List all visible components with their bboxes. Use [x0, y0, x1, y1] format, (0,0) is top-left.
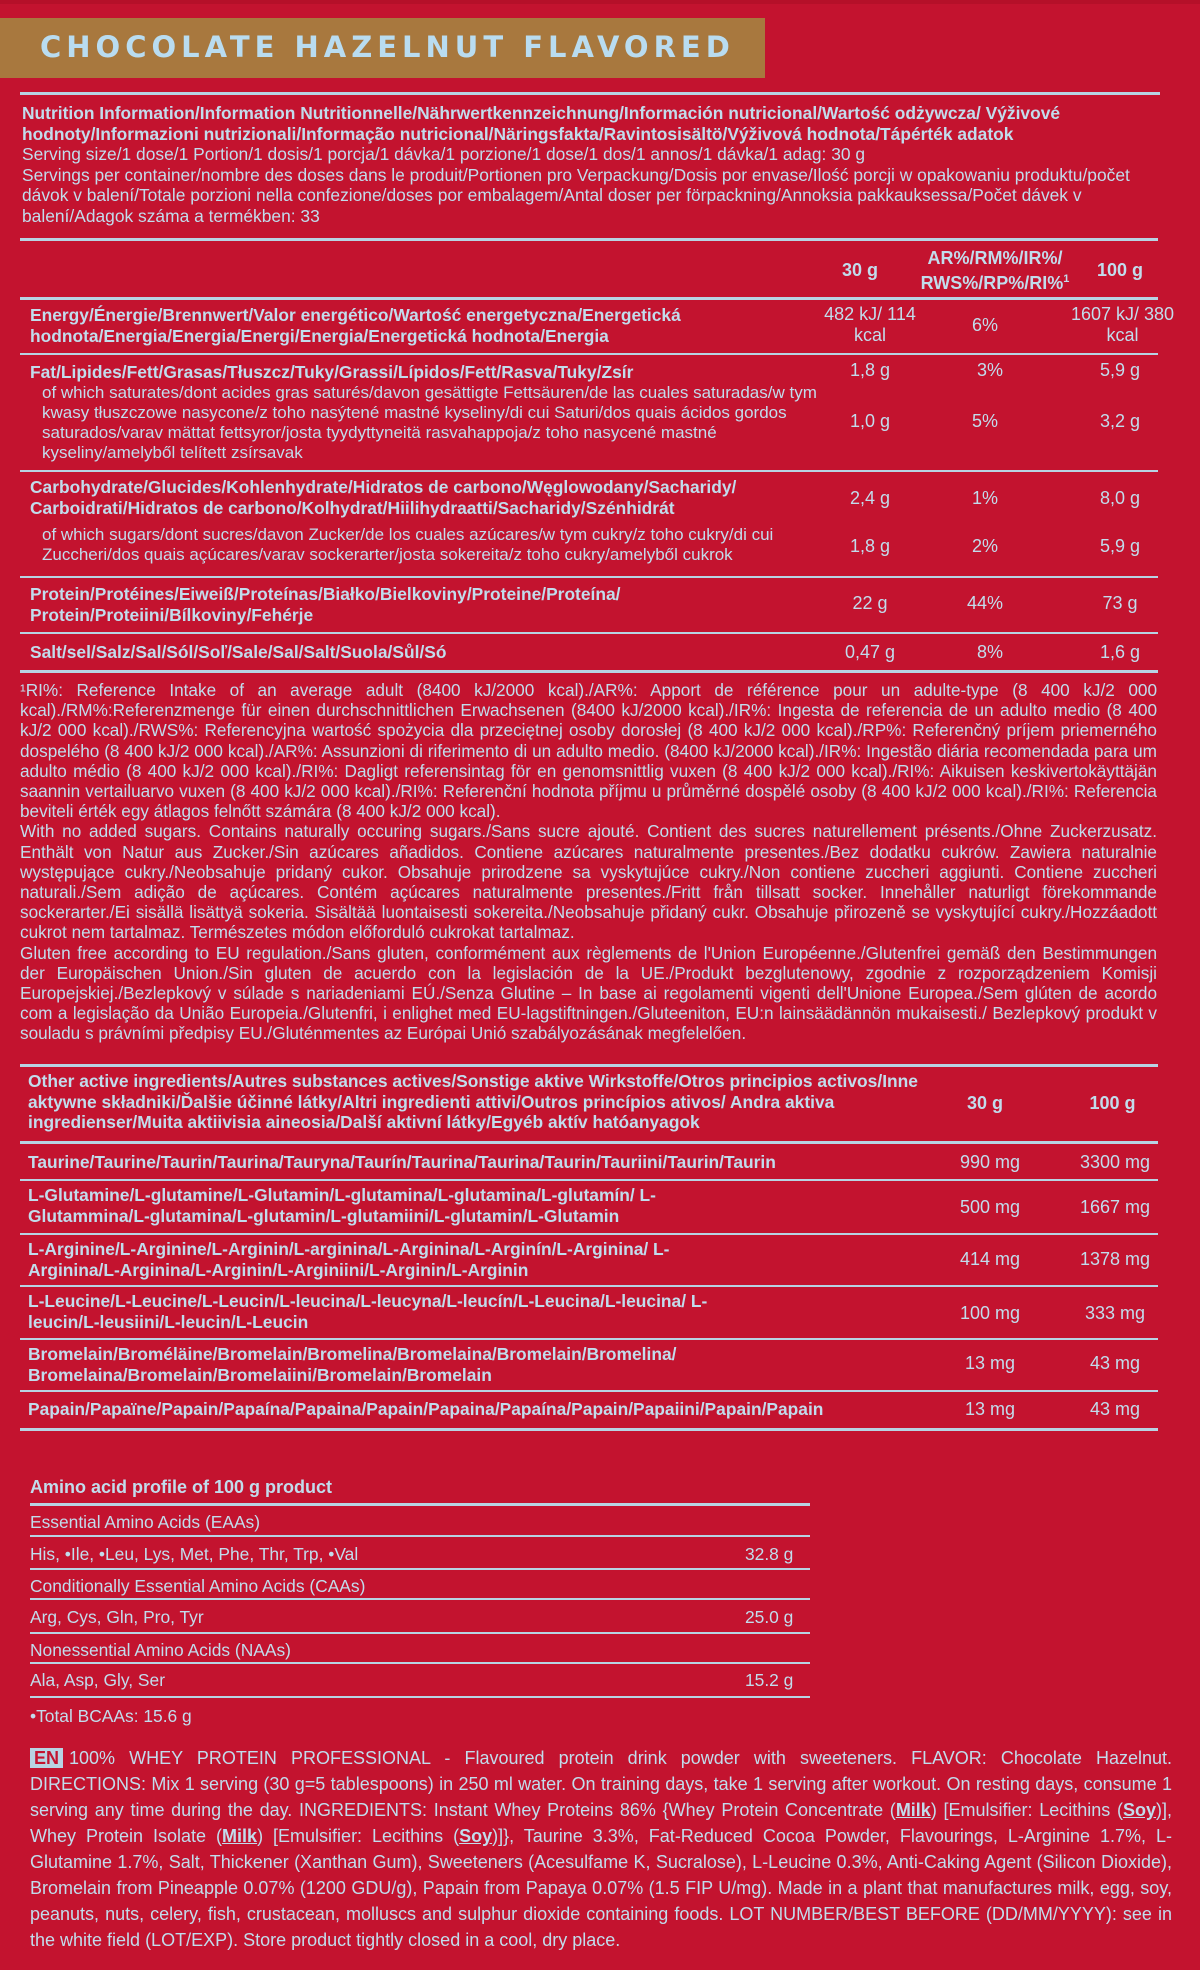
divider [20, 670, 1158, 673]
flavor-banner [0, 18, 765, 78]
row-fat-100g: 5,9 g [1099, 360, 1141, 380]
row-carbohydrate-ri: 1% [971, 488, 998, 508]
divider [30, 1632, 810, 1634]
amino-caa-list: Arg, Cys, Gln, Pro, Tyr [30, 1607, 204, 1627]
row-glutamine-label: L-Glutamine/L-glutamine/L-Glutamin/L-glutamina/L-glutamina/L-glutamín/ L-Glutammina/L-glutamina/L-glutamin/L-glutamiini/L-glutamin/L-Glutamin [28, 1185, 656, 1226]
row-bromelain-30g: 13 mg [964, 1353, 1016, 1373]
row-energy-30g: 482 kJ/ 114 kcal [824, 304, 916, 345]
divider [20, 1141, 1158, 1144]
amino-profile-title: Amino acid profile of 100 g product [30, 1477, 333, 1497]
row-carbohydrate-label: Carbohydrate/Glucides/Kohlenhydrate/Hidratos de carbono/Węglowodany/Sacharidy/ Carboidrati/Hidratos de carbono/Kolhydrat/Hiilihydraatti/Sacharidy/Szénhidrát [30, 477, 737, 518]
divider [20, 576, 1158, 578]
servings-per-container: Servings per container/nombre des doses dans le produit/Portionen pro Verpackung/Dosis por envase/Ilość porcji w opakowaniu produktu/počet dávok v balení/Totale porzioni nella confezione/doses por embalagem/Antal doser per förpackning/Annoksia pakkauksessa/Počet dávek v balení/Adagok száma a termékben: 33 [22, 164, 1130, 226]
row-taurine-30g: 990 mg [959, 1152, 1021, 1172]
amino-eaa-header: Essential Amino Acids (EAAs) [30, 1512, 261, 1532]
row-saturates-label: of which saturates/dont acides gras saturés/davon gesättigte Fettsäuren/de las cuales saturadas/w tym kwasy tłuszczowe nasycone/z toho nasýtené mastné kyseliny/di cui Saturi/dos quais ácidos gordos saturados/varav mättat fettsyror/josta tyydyttyneitä rasvahappoja/z toho nasycené mastné kyseliny/amelyből telített zsírsavak [42, 383, 817, 462]
amino-caa-value: 25.0 g [745, 1607, 794, 1627]
divider [20, 1179, 1158, 1181]
row-fat-ri: 3% [976, 360, 1003, 380]
divider [20, 1428, 1158, 1431]
row-bromelain-100g: 43 mg [1089, 1353, 1141, 1373]
row-energy-100g: 1607 kJ/ 380 kcal [1070, 304, 1175, 345]
row-protein-30g: 22 g [852, 593, 888, 613]
divider [20, 353, 1158, 355]
divider [30, 1503, 810, 1506]
top-edge [0, 0, 1200, 4]
row-papain-100g: 43 mg [1089, 1399, 1141, 1419]
divider [20, 1390, 1158, 1392]
amino-total-bcaa: •Total BCAAs: 15.6 g [30, 1706, 192, 1726]
flavor-title: CHOCOLATE HAZELNUT FLAVORED [40, 30, 735, 64]
active-col-100g: 100 g [1089, 1093, 1136, 1113]
row-leucine-label: L-Leucine/L-Leucine/L-Leucin/L-leucina/L-leucyna/L-leucín/L-Leucina/L-leucina/ L-leucin/L-leusiini/L-leucin/L-Leucin [28, 1291, 708, 1332]
row-bromelain-label: Bromelain/Broméläine/Bromelain/Bromelina/Bromelaina/Bromelain/Bromelina/ Bromelaina/Bromelain/Bromelaiini/Bromelain/Bromelain [28, 1344, 677, 1385]
row-arginine-30g: 414 mg [959, 1249, 1021, 1269]
row-glutamine-100g: 1667 mg [1079, 1197, 1151, 1217]
row-carbohydrate-100g: 8,0 g [1099, 488, 1141, 508]
col-header-ri: AR%/RM%/IR%/ RWS%/RP%/RI%$^1$ [920, 248, 1070, 293]
amino-eaa-list: His, •Ile, •Leu, Lys, Met, Phe, Thr, Trp, •Val [30, 1544, 359, 1564]
amino-caa-header: Conditionally Essential Amino Acids (CAAs) [30, 1576, 366, 1596]
row-sugars-100g: 5,9 g [1099, 536, 1141, 556]
row-saturates-ri: 5% [971, 411, 998, 431]
nutrition-intro [22, 103, 1162, 226]
row-protein-label: Protein/Protéines/Eiweiß/Proteínas/Białko/Bielkoviny/Proteine/Proteína/ Protein/Proteiini/Bílkoviny/Fehérje [30, 584, 621, 625]
allergen-milk: Milk [895, 1800, 931, 1820]
divider [20, 238, 1158, 241]
row-protein-ri: 44% [966, 593, 1004, 613]
row-fat-30g: 1,8 g [849, 360, 891, 380]
amino-naa-list: Ala, Asp, Gly, Ser [30, 1670, 165, 1690]
footnotes [20, 680, 1157, 1044]
row-arginine-100g: 1378 mg [1079, 1249, 1151, 1269]
divider [20, 297, 1158, 300]
row-papain-30g: 13 mg [964, 1399, 1016, 1419]
divider [20, 92, 1160, 95]
divider [20, 1064, 1158, 1067]
row-saturates-100g: 3,2 g [1099, 411, 1141, 431]
allergen-soy: Soy [1122, 1800, 1156, 1820]
active-col-30g: 30 g [966, 1093, 1004, 1113]
row-fat-label: Fat/Lipides/Fett/Grasas/Tłuszcz/Tuky/Grassi/Lípidos/Fett/Rasva/Tuky/Zsír [30, 362, 634, 382]
divider [20, 1233, 1158, 1235]
row-salt-ri: 8% [976, 642, 1003, 662]
row-sugars-30g: 1,8 g [849, 536, 891, 556]
amino-naa-header: Nonessential Amino Acids (NAAs) [30, 1640, 291, 1660]
row-salt-label: Salt/sel/Salz/Sal/Sól/Soľ/Sale/Sal/Salt/Suola/Sůl/Só [30, 642, 447, 662]
amino-eaa-value: 32.8 g [745, 1544, 794, 1564]
row-sugars-ri: 2% [971, 536, 998, 556]
row-arginine-label: L-Arginine/L-Arginine/L-Arginin/L-arginina/L-Arginina/L-Arginín/L-Arginina/ L-Arginina/L-Arginina/L-Arginin/L-Arginiini/L-Arginin/L-Arginin [28, 1239, 670, 1280]
gluten-note: Gluten free according to EU regulation./Sans gluten, conformément aux règlements de l'Union Européenne./Glutenfrei gemäß den Bestimmungen der Europäischen Union./Sin gluten de acuerdo con la legislación de la UE./Produkt bezglutenowy, zgodnie z rozporządzeniem Komisji Europejskiej./Bezlepkový v súlade s nariadeniami EÚ./Senza Glutine – In base ai regolamenti vigenti dell'Unione Europea./Sem glúten de acordo com a legislação da União Europeia./Glutenfri, i enlighet med EU-lagstiftningen./Gluteeniton, EU:n lainsäädännön mukaisesti./ Bezlepkový produkt v souladu s právními předpisy EU./Gluténmentes az Európai Unió szabályozásának megfelelően. [20, 942, 1157, 1044]
product-description: EN 100% WHEY PROTEIN PROFESSIONAL - Flavoured protein drink powder with sweeteners. FLAVOR: Chocolate Hazelnut. DIRECTIONS: Mix 1 serving (30 g=5 tablespoons) in 250 ml water. On training days, take 1 serving after workout. On resting days, consume 1 serving any time during the day. INGREDIENTS: Instant Whey Proteins 86% {Whey Protein Concentrate (Milk) [Emulsifier: Lecithins (Soy)], Whey Protein Isolate (Milk) [Emulsifier: Lecithins (Soy)]}, Taurine 3.3%, Fat-Reduced Cocoa Powder, Flavourings, L-Arginine 1.7%, L-Glutamine 1.7%, Salt, Thickener (Xanthan Gum), Sweeteners (Acesulfame K, Sucralose), L-Leucine 0.3%, Anti-Caking Agent (Silicon Dioxide), Bromelain from Pineapple 0.07% (1200 GDU/g), Papain from Papaya 0.07% (1.5 FIP U/mg). Made in a plant that manufactures milk, egg, soy, peanuts, nuts, celery, fish, crustacean, molluscs and sulphur dioxide containing foods. LOT NUMBER/BEST BEFORE (DD/MM/YYYY): see in the white field (LOT/EXP). Store product tightly closed in a cool, dry place. [30, 1748, 1172, 1950]
divider [30, 1696, 810, 1698]
divider [20, 632, 1158, 634]
row-leucine-30g: 100 mg [959, 1303, 1021, 1323]
row-salt-100g: 1,6 g [1099, 642, 1141, 662]
row-saturates-30g: 1,0 g [849, 411, 891, 431]
divider [20, 1338, 1158, 1340]
divider [20, 470, 1158, 472]
col-header-30g: 30 g [841, 260, 879, 280]
row-salt-30g: 0,47 g [844, 642, 896, 662]
reference-intake-note: ¹RI%: Reference Intake of an average adult (8400 kJ/2000 kcal)./AR%: Apport de référence pour un adulte-type (8 400 kJ/2 000 kcal)./RM%:Referenzmenge für einen durchschnittlichen Erwachsenen (8400 kJ/2000 kcal)./IR%: Ingesta de referencia de un adulto medio (8 400 kJ/2 000 kcal)./RWS%: Referencyjna wartość spożycia dla przeciętnej osoby dorosłej (8 400 kJ/2 000 kcal)./RP%: Referenčný príjem priemerného dospelého (8 400 kJ/2 000 kcal)./AR%: Assunzioni di riferimento di un adulto medio. (8400 kJ/2000 kcal)./IR%: Ingestão diária recomendada para um adulto médio (8 400 kJ/2 000 kcal)./RI%: Dagligt referensintag för en genomsnittlig vuxen (8 400 kJ/2 000 kcal)./RI%: Aikuisen keskivertokäyttäjän saannin vertailuarvo vuxen (8 400 kJ/2 000 kcal)./RI%: Referenční hodnota příjmu u průměrné dospělé osoby (8 400 kJ/2 000 kcal)./RI%: Referencia beviteli érték egy átlagos felnőtt számára (8 400 kJ/2 000 kcal). [20, 680, 1157, 822]
divider [30, 1662, 810, 1664]
row-energy-label: Energy/Énergie/Brennwert/Valor energético/Wartość energetyczna/Energetická hodnota/Energia/Energia/Energi/Energia/Energetická hodnota/Energia [30, 305, 681, 346]
row-papain-label: Papain/Papaïne/Papain/Papaína/Papaina/Papain/Papaina/Papaína/Papain/Papaiini/Papain/Papain [28, 1399, 824, 1419]
row-energy-ri: 6% [971, 315, 998, 335]
sugar-note: With no added sugars. Contains naturally occuring sugars./Sans sucre ajouté. Contient des sucres naturellement présents./Ohne Zuckerzusatz. Enthält von Natur aus Zucker./Sin azúcares añadidos. Contiene azúcares naturalmente presentes./Bez dodatku cukrów. Zawiera naturalnie występujące cukry./Neobsahuje pridaný cukor. Obsahuje prirodzene sa vyskytujúce cukry./Non contiene zuccheri aggiunti. Contiene zuccheri naturali./Sem adição de açúcares. Contém açúcares naturalmente presentes./Fritt från tillsatt socker. Innehåller naturligt förekommande sockerarter./Ei sisällä lisättyä sokeria. Sisältää luontaisesti sokereita./Neobsahuje přidaný cukr. Obsahuje přirozeně se vyskytující cukry./Hozzáadott cukrot nem tartalmaz. Természetes módon előforduló cukrokat tartalmaz. [20, 821, 1157, 943]
row-sugars-label: of which sugars/dont sucres/davon Zucker/de los cuales azúcares/w tym cukry/z toho cukry/di cui Zuccheri/dos quais açúcares/varav sockerarter/josta sokereita/z toho cukry/amelyből cukrok [42, 525, 774, 564]
row-glutamine-30g: 500 mg [959, 1197, 1021, 1217]
amino-naa-value: 15.2 g [745, 1670, 794, 1690]
serving-size: Serving size/1 dose/1 Portion/1 dosis/1 porcja/1 dávka/1 porzione/1 dose/1 dos/1 annos/1 dávka/1 adag: 30 g [22, 144, 866, 164]
row-carbohydrate-30g: 2,4 g [849, 488, 891, 508]
allergen-soy: Soy [459, 1826, 493, 1846]
col-header-100g: 100 g [1096, 260, 1144, 280]
allergen-milk: Milk [222, 1826, 258, 1846]
divider [20, 1285, 1158, 1287]
row-leucine-100g: 333 mg [1084, 1303, 1146, 1323]
row-taurine-label: Taurine/Taurine/Taurin/Taurina/Tauryna/Taurín/Taurina/Taurina/Taurin/Tauriini/Taurin/Taurin [28, 1152, 776, 1172]
divider [30, 1568, 810, 1570]
divider [30, 1598, 810, 1600]
language-badge: EN [30, 1748, 63, 1768]
row-taurine-100g: 3300 mg [1079, 1152, 1151, 1172]
row-protein-100g: 73 g [1102, 593, 1138, 613]
active-heading: Other active ingredients/Autres substances actives/Sonstige aktive Wirkstoffe/Otros principios activos/Inne aktywne składniki/Ďalšie účinné látky/Altri ingredienti attivi/Outros princípios ativos/ Andra aktiva ingredienser/Muita aktiivisia aineosia/Další aktivní látky/Egyéb aktív hatóanyagok [28, 1071, 918, 1132]
nutrition-heading: Nutrition Information/Information Nutritionnelle/Nährwertkennzeichnung/Información nutricional/Wartość odżywcza/ Výživové hodnoty/Informazioni nutrizionali/Informação nutricional/Näringsfakta/Ravintosisältö/Výživová hodnota/Tápérték adatok [22, 103, 1061, 144]
divider [30, 1535, 810, 1537]
